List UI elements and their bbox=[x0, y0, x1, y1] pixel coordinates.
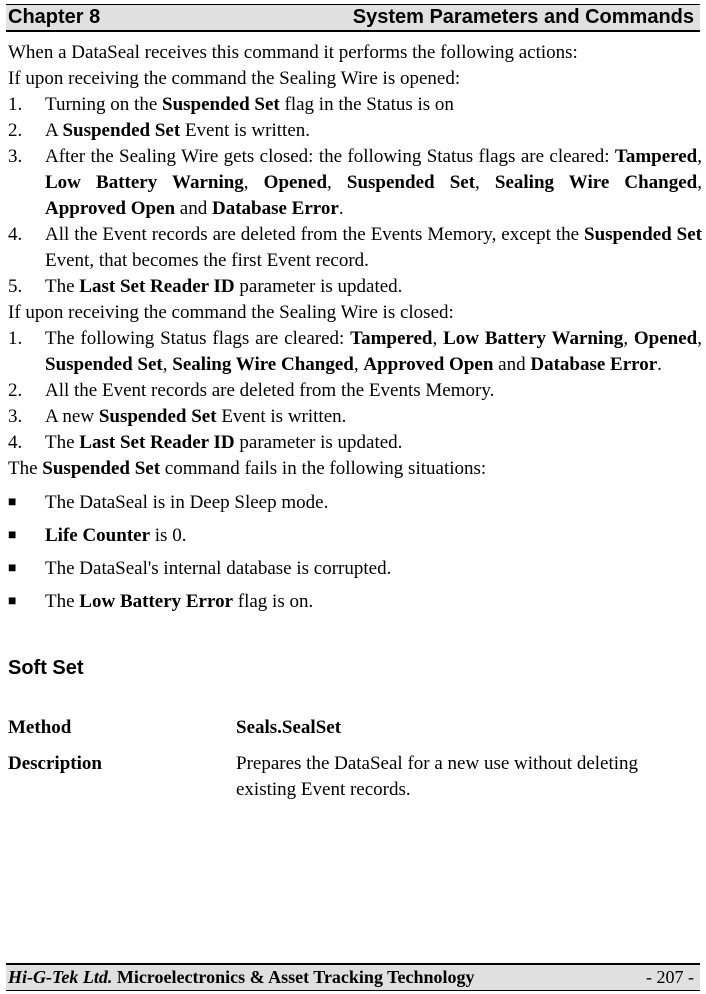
bullet-icon: ■ bbox=[8, 528, 17, 543]
list-item: ■ The Low Battery Error flag is on. bbox=[8, 589, 702, 615]
list-item: ■ Life Counter is 0. bbox=[8, 523, 702, 549]
fail-list bbox=[8, 490, 702, 615]
list-item: ■ The DataSeal is in Deep Sleep mode. bbox=[8, 490, 702, 516]
description-value: Prepares the DataSeal for a new use without deleting existing Event records. bbox=[236, 753, 639, 800]
list-item: 3. After the Sealing Wire gets closed: the following Status flags are cleared: Tampered, Low Battery Warning, Opened, Suspended Set, Sealing Wire Changed, Approved Open and Database Error. bbox=[8, 146, 702, 219]
list-item: 1. The following Status flags are cleared: Tampered, Low Battery Warning, Opened, Suspended Set, Sealing Wire Changed, Approved Open and Database Error. bbox=[8, 328, 703, 375]
bullet-icon: ■ bbox=[8, 495, 17, 510]
closed-intro: If upon receiving the command the Sealing Wire is closed: bbox=[8, 302, 454, 323]
method-row bbox=[8, 715, 702, 741]
chapter-label: Chapter 8 bbox=[8, 6, 101, 28]
opened-intro: If upon receiving the command the Sealing Wire is opened: bbox=[8, 68, 461, 89]
company-name: Hi-G-Tek Ltd. bbox=[8, 967, 113, 987]
list-item: 2. A Suspended Set Event is written. bbox=[8, 120, 310, 141]
company-tagline: Microelectronics & Asset Tracking Technology bbox=[116, 967, 475, 987]
method-label: Method bbox=[8, 717, 72, 738]
section-title: Soft Set bbox=[8, 657, 84, 679]
method-value: Seals.SealSet bbox=[236, 717, 342, 738]
bullet-icon: ■ bbox=[8, 594, 17, 609]
list-item: 2. All the Event records are deleted from the Events Memory. bbox=[8, 380, 495, 401]
bullet-icon: ■ bbox=[8, 561, 17, 576]
fail-intro: The Suspended Set command fails in the following situations: bbox=[8, 458, 487, 479]
list-item: 5. The Last Set Reader ID parameter is updated. bbox=[8, 276, 403, 297]
list-item: 4. The Last Set Reader ID parameter is updated. bbox=[8, 432, 403, 453]
intro-text: When a DataSeal receives this command it performs the following actions: bbox=[8, 42, 578, 63]
description-row bbox=[8, 751, 702, 803]
list-item: ■ The DataSeal's internal database is corrupted. bbox=[8, 556, 702, 582]
chapter-title: System Parameters and Commands bbox=[352, 6, 694, 28]
description-label: Description bbox=[8, 753, 102, 774]
list-item: 1. Turning on the Suspended Set flag in the Status is on bbox=[8, 94, 454, 115]
list-item: 4. All the Event records are deleted from the Events Memory, except the Suspended Set Event, that becomes the first Event record. bbox=[8, 224, 702, 271]
page-footer bbox=[6, 963, 700, 991]
page-header bbox=[6, 4, 700, 32]
closed-list bbox=[8, 326, 702, 456]
list-item: 3. A new Suspended Set Event is written. bbox=[8, 406, 347, 427]
opened-list bbox=[8, 92, 702, 300]
page-number: - 207 - bbox=[646, 967, 694, 987]
page-body bbox=[8, 40, 702, 803]
